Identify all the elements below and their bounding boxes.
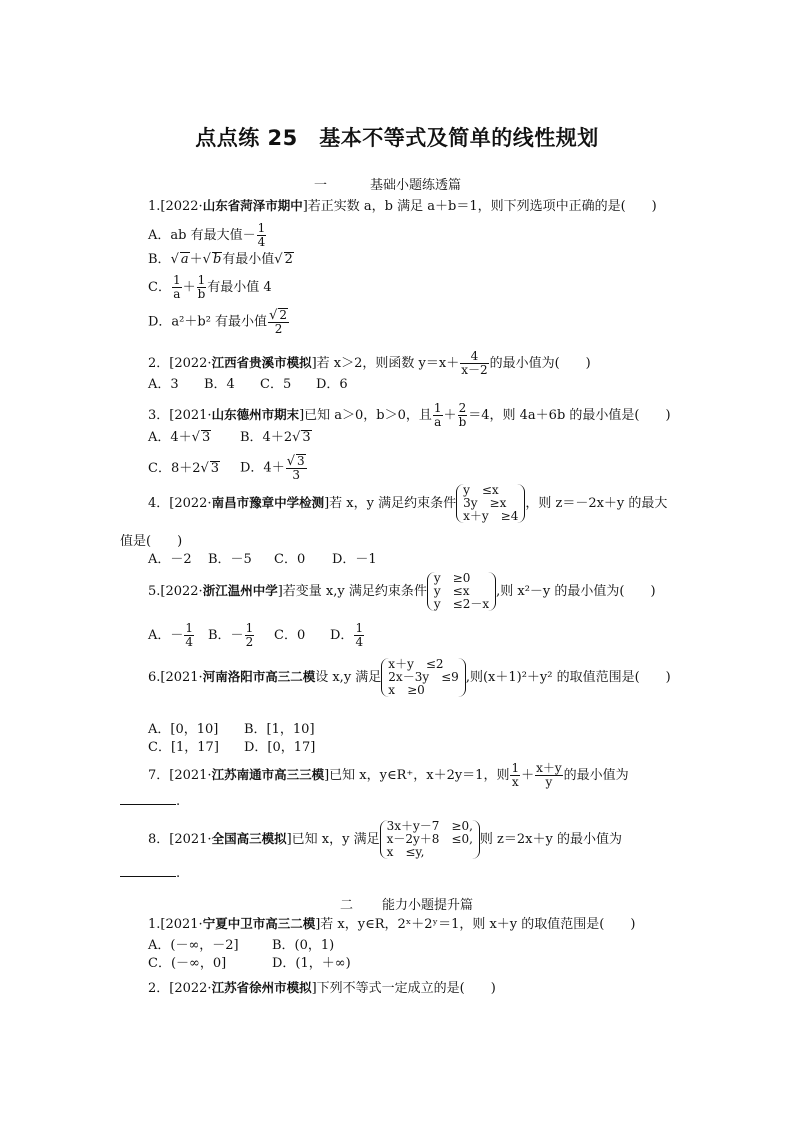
question-1-stem: 1.[2022·山东省菏泽市期中]若正实数 a，b 满足 a＋b＝1，则下列选项中正确的是( ) <box>148 198 657 214</box>
page-title: 点点练 25 基本不等式及简单的线性规划 <box>195 126 599 150</box>
question-1-option-d: D．a²＋b² 有最小值 $\frac{√ 2}{2}$ <box>148 308 287 336</box>
section-heading-2: 二 能力小题提升篇 <box>340 898 474 913</box>
question-5-options: A．－ $\frac{1}{4}$ B．－ $\frac{1}{2}$ C．0 D． $\frac{1}{4}$ <box>148 621 364 649</box>
question-6-stem: 6.[2021·河南洛阳市高三二模设 x,y 满足 x＋y ≤2 2x－3y ≤9 x ≥0 ,则(x＋1)²＋y² 的取值范围是( ) <box>148 657 671 697</box>
question-7-stem: 7．[2021·江苏南通市高三三模]已知 x，y∈R⁺，x＋2y＝1，则 $\frac{1}{x}$ ＋ $\frac{x+y}{y}$ 的最小值为 <box>148 761 629 789</box>
question-4-options: A．－2 B．－5 C．0 D．－1 <box>148 552 377 567</box>
ability-question-1-options-cd: C．(－∞，0] D．(1，＋∞) <box>148 956 351 971</box>
question-8-answer-blank: . <box>120 866 180 882</box>
question-1-option-c: C． $\frac{1}{a}$ ＋ $\frac{1}{b}$ 有最小值 4 <box>148 273 272 301</box>
question-8-stem: 8．[2021·全国高三模拟]已知 x，y 满足 3x＋y－7 ≥0, x－2y＋8 ≤0, x ≤y, 则 z＝2x＋y 的最小值为 <box>148 819 622 859</box>
question-2-stem: 2．[2022·江西省贵溪市模拟]若 x＞2，则函数 y＝x＋ $\frac{4}{x-2}$ 的最小值为( ) <box>148 349 591 377</box>
question-6-options-ab: A．[0，10] B．[1，10] <box>148 722 315 737</box>
question-4-stem: 4．[2022·南昌市豫章中学检测]若 x，y 满足约束条件 y ≤x 3y ≥x x＋y ≥4 ，则 z＝－2x＋y 的最大 <box>148 483 668 523</box>
question-3-options-ab: A．4＋√ 3 B．4＋2√ 3 <box>148 430 311 445</box>
question-7-answer-blank: . <box>120 794 180 810</box>
question-3-stem: 3．[2021·山东德州市期末]已知 a＞0，b＞0，且 $\frac{1}{a}$ ＋ $\frac{2}{b}$ ＝4，则 4a＋6b 的最小值是( ) <box>148 401 671 429</box>
question-3-options-cd: C．8＋2√ 3 D．4＋ $\frac{√ 3}{3}$ <box>148 454 305 482</box>
ability-question-1-options-ab: A．(－∞，－2] B．(0，1) <box>148 938 335 953</box>
question-6-options-cd: C．[1，17] D．[0，17] <box>148 740 316 755</box>
question-2-options: A．3 B．4 C．5 D．6 <box>148 377 348 392</box>
question-4-stem-continued: 值是( ) <box>120 534 183 549</box>
question-1-option-b: B．√ a＋√ b有最小值√ 2 <box>148 252 293 267</box>
ability-question-1-stem: 1.[2021·宁夏中卫市高三二模]若 x，y∈R，2ˣ＋2ʸ＝1，则 x＋y 的取值范围是( ) <box>148 916 636 932</box>
question-1-option-a: A．ab 有最大值－ $\frac{1}{4}$ <box>148 221 266 249</box>
section-heading-1: 一 基础小题练透篇 <box>314 178 462 193</box>
question-5-stem: 5.[2022·浙江温州中学]若变量 x,y 满足约束条件 y ≥0 y ≤x y ≤2－x ,则 x²－y 的最小值为( ) <box>148 571 656 611</box>
ability-question-2-stem: 2．[2022·江苏省徐州市模拟]下列不等式一定成立的是( ) <box>148 980 496 996</box>
